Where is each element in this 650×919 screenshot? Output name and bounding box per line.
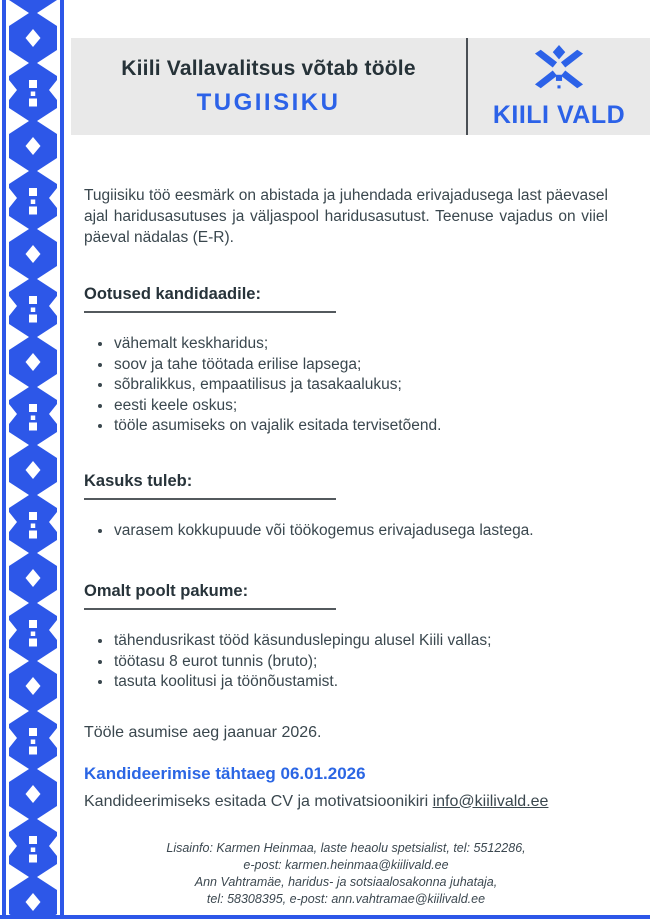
apply-email-link[interactable]: info@kiilivald.ee [432,792,549,810]
logo-text: KIILI VALD [492,100,626,129]
bullet-item: • tööle asumiseks on vajalik esitada tervisetõend. [113,416,608,437]
header-title-block [71,38,466,135]
content [84,135,608,908]
header-title: Kiili Vallavalitsus võtab tööle [121,57,416,80]
header-position-title: TUGIISIKU [196,89,341,116]
header [71,38,650,135]
folk-pattern-svg [0,0,66,919]
section-heading: Omalt poolt pakume: [84,582,336,610]
logo-block [468,38,650,135]
section-expectations [84,285,608,437]
bullet-item: • eesti keele oskus; [113,396,608,417]
bullet-list [84,334,608,437]
section-heading: Ootused kandidaadile: [84,285,336,313]
section-offer [84,582,608,693]
start-date-line: Tööle asumise aeg jaanuar 2026. [84,723,322,741]
folk-pattern-border [0,0,66,919]
contact-line: Lisainfo: Karmen Heinmaa, laste heaolu spetsialist, tel: 5512286, [166,840,526,855]
bullet-item: • soov ja tahe töötada erilise lapsega; [113,355,608,376]
bullet-item: • tähendusrikast tööd käsunduslepingu alusel Kiili vallas; [113,631,608,652]
contact-info [84,840,608,908]
deadline-line: Kandideerimise tähtaeg 06.01.2026 [84,763,366,783]
bullet-item: • töötasu 8 eurot tunnis (bruto); [113,652,608,673]
bullet-item: • varasem kokkupuude või töökogemus erivajadusega lastega. [113,521,608,542]
section-heading: Kasuks tuleb: [84,472,336,500]
bullet-list [84,521,608,542]
contact-line: Ann Vahtramäe, haridus- ja sotsiaalosakonna juhataja, [194,874,498,889]
kiili-vald-dragonfly-icon [530,44,588,99]
contact-line: tel: 58308395, e-post: ann.vahtramae@kiilivald.ee [206,891,486,906]
intro-paragraph: Tugiisiku töö eesmärk on abistada ja juhendada erivajadusega last päevasel ajal haridusasutuses ja väljaspool haridusasutust. Teenuse vajadus on viiel päeval nädalas (E-R). [84,187,608,246]
bullet-item: • vähemalt keskharidus; [113,334,608,355]
bullet-item: • sõbralikkus, empaatilisus ja tasakaalukus; [113,375,608,396]
apply-text: Kandideerimiseks esitada CV ja motivatsioonikiri [84,792,433,810]
apply-line [84,793,608,811]
bullet-list [84,631,608,693]
bullet-item: • tasuta koolitusi ja töönõustamist. [113,672,608,693]
contact-line: e-post: karmen.heinmaa@kiilivald.ee [243,857,449,872]
section-advantage [84,472,608,542]
bottom-accent-strip [0,915,650,919]
